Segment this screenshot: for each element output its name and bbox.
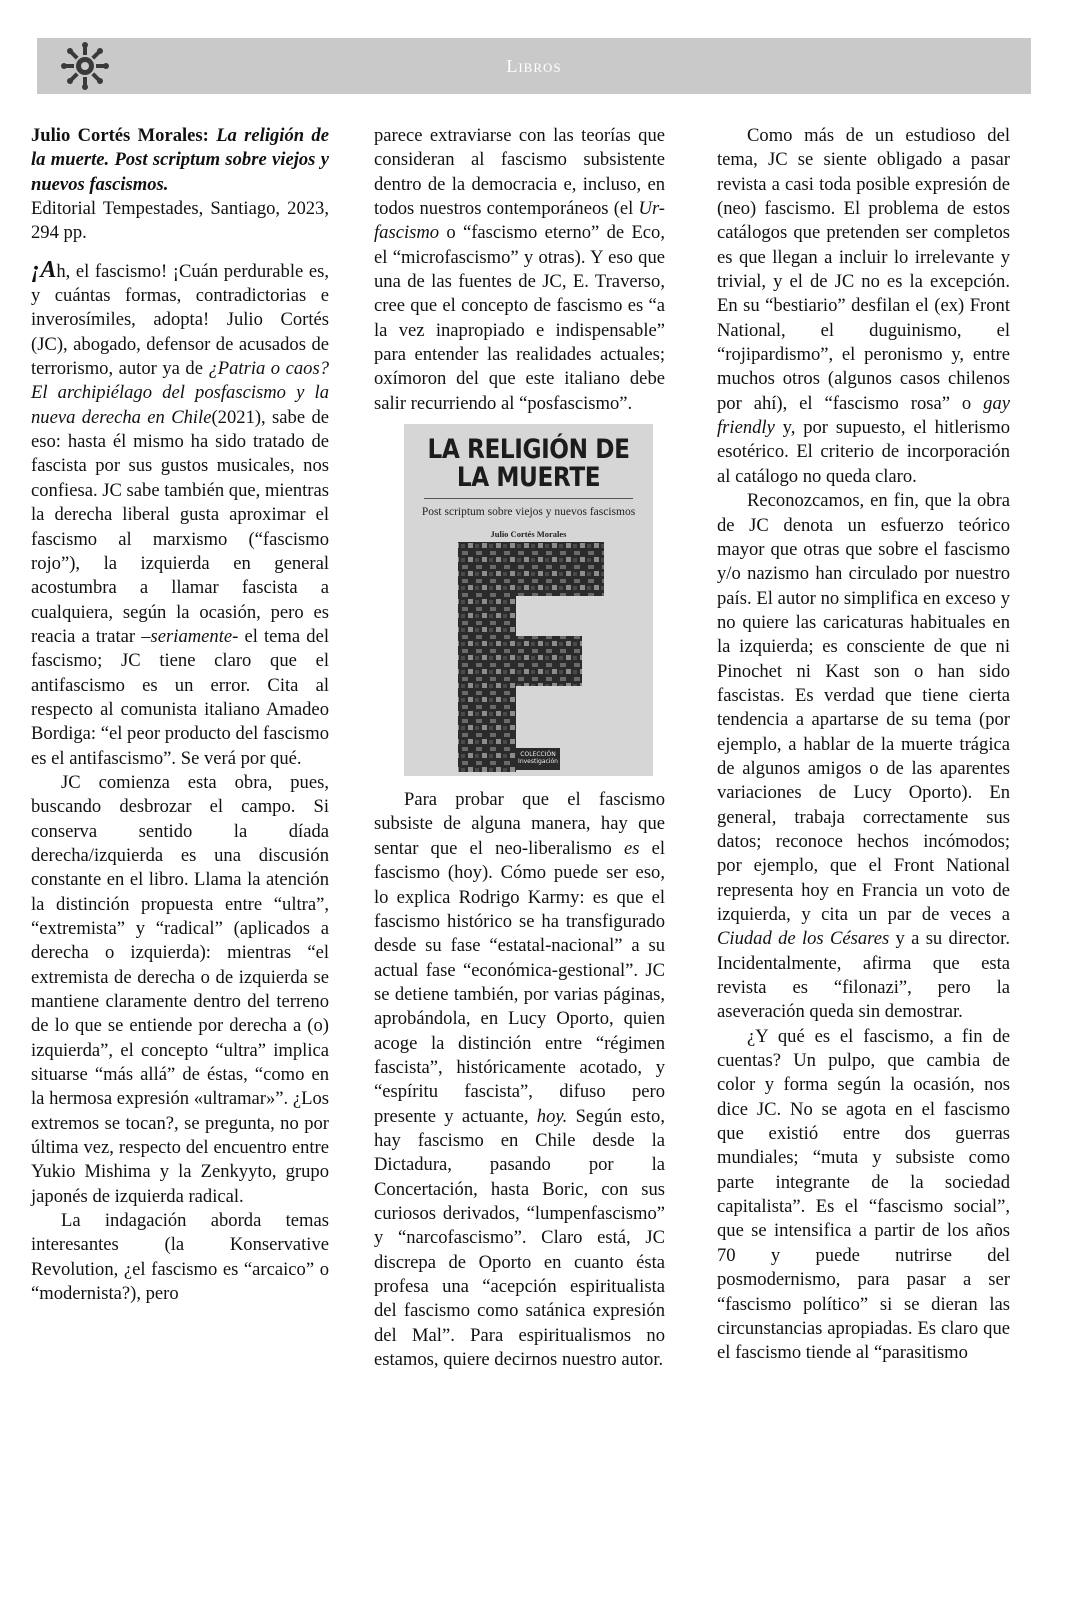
book-author: Julio Cortés Morales: <box>31 125 209 146</box>
section-header <box>37 38 1031 94</box>
collection-badge: COLECCIÓN Investigación <box>516 748 560 770</box>
paragraph-7: Reconozcamos, en fin, que la obra de JC denota un esfuerzo teórico mayor que otras que sobre el fascismo y/o nazismo han circulado por nuestro país. El autor no simplifica en exceso y no quiere las caricaturas habituales en la izquierda; es consciente de que ni Pinochet ni Kast son o han sido fascistas. Es verdad que tiene cierta tendencia a apartarse de su tema (por ejemplo, a hablar de la muerte trágica de algunos amigos o de las aparentes variaciones de Lucy Oporto). En general, trabaja correctamente sus datos; reconoce hechos incómodos; por ejemplo, que el Front National representa hoy en Francia un voto de izquierda, y cita un par de veces a Ciudad de los Césares y a su director. Incidentalmente, afirma que esta revista es “filonazi”, pero la aseveración queda sin demostrar. <box>717 490 1010 1023</box>
column-1 <box>31 124 329 1307</box>
paragraph-4: parece extraviarse con las teorías que consideran al fascismo subsistente dentro de la democracia e, incluso, en todos nuestros contemporáneos (el Ur-fascismo o “fascismo eterno” de Eco, el “microfascismo” y otras). Y eso que una de las fuentes de JC, E. Traverso, cree que el concepto de fascismo es “a la vez inapropiado e indispensable” para entender las realidades actuales; oxímoron del que este italiano debe salir recurriendo al “posfascismo”. <box>374 125 665 414</box>
cover-rule <box>424 498 633 499</box>
drop-cap: ¡A <box>31 256 57 283</box>
book-heading <box>31 124 329 197</box>
book-publisher: Editorial Tempestades, Santiago, 2023, 294 pp. <box>31 198 329 244</box>
paragraph-6: Como más de un estudioso del tema, JC se siente obligado a pasar revista a casi toda posible expresión de (neo) fascismo. El problema de estos catálogos que pretenden ser completos es que llegan a incluir lo irrelevante y trivial, y el de JC no es la excepción. En su “bestiario” desfilan el (ex) Front National, el duguinismo, el “rojipardismo”, el peronismo y, entre muchos otros (algunos casos chilenos por ahí), el “fascismo rosa” o gay friendly y, por supuesto, el hitlerismo esotérico. El criterio de incorporación al catálogo no queda claro. <box>717 125 1010 487</box>
column-3 <box>717 124 1010 1366</box>
paragraph-3: La indagación aborda temas interesantes (la Konservative Revolution, ¿el fascismo es “arcaico” o “modernista?), pero <box>31 1210 329 1305</box>
cover-title: LA RELIGIÓN DE LA MUERTE <box>427 434 630 494</box>
column-2 <box>374 124 665 1372</box>
paragraph-2: JC comienza esta obra, pues, buscando desbrozar el campo. Si conserva sentido la díada derecha/izquierda es una discusión constante en el libro. Llama la atención la distinción propuesta entre “ultra”, “extremista” y “radical” (aplicados a derecha o izquierda): mientras “el extremista de derecha o de izquierda se mantiene claramente dentro del terreno de lo que se entiende por derecha a (o) izquierda”, el concepto “ultra” implica situarse “más allá” de éstas, “como en la hermosa expresión «ultramar»”. ¿Los extremos se tocan?, se pregunta, no por última vez, respecto del encuentro entre Yukio Mishima y la Zenkyyto, grupo japonés de izquierda radical. <box>31 771 329 1207</box>
book-cover-image <box>404 424 653 776</box>
paragraph-1: ¡Ah, el fascismo! ¡Cuán perdurable es, y cuántas formas, contradictorias e inverosímiles, adopta! Julio Cortés (JC), abogado, defensor de acusados de terrorismo, autor ya de ¿Patria o caos? El archipiélago del posfascismo y la nueva derecha en Chile(2021), sabe de eso: hasta él mismo ha sido tratado de fascista por sus gustos musicales, nos confiesa. JC sabe también que, mientras la derecha liberal gusta aproximar el fascismo al marxismo (“fascismo rojo”), la izquierda en general acostumbra a llamar fascista a cualquiera, según la ocasión, pero es reacia a tratar –seriamente- el tema del fascismo; JC tiene claro que el antifascismo es un error. Cita al respecto al comunista italiano Amadeo Bordiga: “el peor producto del fascismo es el antifascismo”. Se verá por qué. <box>31 256 329 769</box>
cover-subtitle: Post scriptum sobre viejos y nuevos fascismos <box>421 506 636 519</box>
book-title: La religión de la muerte. Post scriptum sobre viejos y nuevos fascismos. <box>31 125 329 195</box>
section-title: Libros <box>506 56 562 76</box>
paragraph-5: Para probar que el fascismo subsiste de alguna manera, hay que sentar que el neo-liberalismo es el fascismo (hoy). Cómo puede ser eso, lo explica Rodrigo Karmy: es que el fascismo histórico se ha transfigurado desde su fase “estatal-nacional” a su actual fase “económica-gestional”. JC se detiene también, por varias páginas, aprobándola, en Lucy Oporto, quien acoge la distinción entre “régimen fascista”, históricamente acotado, y “espíritu fascista”, difuso pero presente y actuante, hoy. Según esto, hay fascismo en Chile desde la Dictadura, pasando por la Concertación, hasta Boric, con sus curiosos derivados, “lumpenfascismo” y “narcofascismo”. Claro está, JC discrepa de Oporto en cuanto ésta profesa una “acepción espiritualista del fascismo como satánica expresión del Mal”. Para espiritualismos no estamos, quiere decirnos nuestro autor. <box>374 789 665 1371</box>
cover-author: Julio Cortés Morales <box>490 529 567 540</box>
paragraph-8: ¿Y qué es el fascismo, a fin de cuentas? Un pulpo, que cambia de color y forma según la ocasión, nos dice JC. No se agota en el fascismo que existió entre dos guerras mundiales; “muta y subsiste como parte integrante de la sociedad capitalista”. Es el “fascismo social”, que se intensifica a partir de los años 70 y puede nutrirse del posmodernismo, para pasar a ser “fascismo político” si se dieran las circunstancias apropiadas. Es claro que el fascismo tiende al “parasitismo <box>717 1025 1010 1364</box>
